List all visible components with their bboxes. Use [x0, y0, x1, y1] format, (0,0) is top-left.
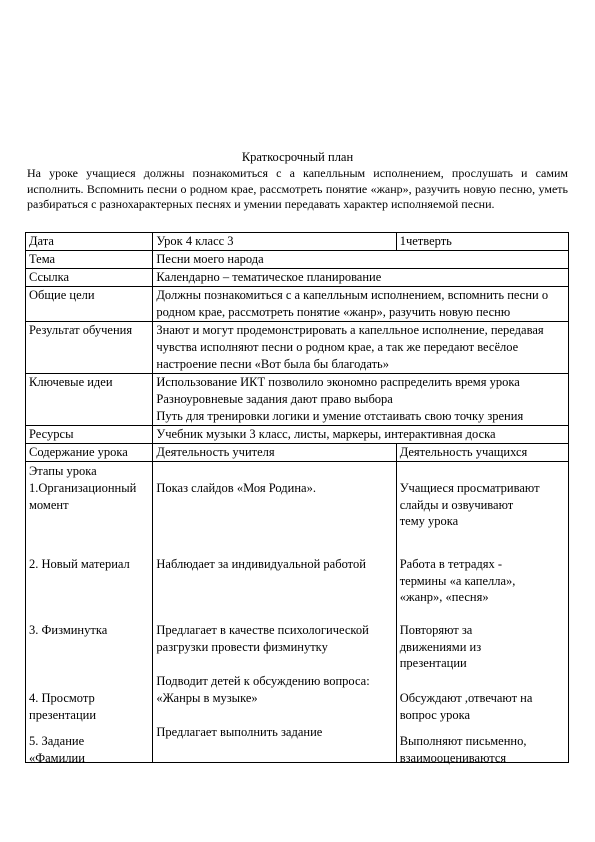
teacher-activity: Предлагает выполнить задание — [156, 725, 323, 739]
table-row-link — [26, 269, 569, 287]
teacher-header: Деятельность учителя — [153, 444, 396, 462]
intro-paragraph: На уроке учащиеся должны познакомиться с а капелльным исполнением, прослушать и самим исполнить. Вспомнить песни о родном крае, рассмотреть понятие «жанр», разучить новую песню, уметь разбираться с разнохарактерных песнях и умении передавать характер исполняемой песни. — [27, 166, 568, 211]
student-header: Деятельность учащихся — [396, 444, 568, 462]
student-activity: Работа в тетрадях - термины «а капелла», «жанр», «песня» — [399, 557, 516, 604]
table-row-stages — [26, 462, 569, 763]
table-row-ideas — [26, 374, 569, 426]
teacher-activity: Предлагает в качестве психологической разгрузки провести физминутку — [156, 623, 369, 654]
student-activity: Выполняют письменно, взаимооцениваются — [399, 734, 527, 765]
resources-value: Учебник музыки 3 класс, листы, маркеры, интерактивная доска — [153, 426, 569, 444]
table-row-result — [26, 322, 569, 374]
goals-label: Общие цели — [26, 287, 153, 322]
quarter-value: 1четверть — [396, 233, 568, 251]
date-label: Дата — [26, 233, 153, 251]
stage-name: 3. Физминутка — [29, 623, 108, 637]
content-label: Содержание урока — [26, 444, 153, 462]
stage-name: 2. Новый материал — [29, 557, 130, 571]
idea-item: Разноуровневые задания дают право выбора — [156, 392, 393, 406]
idea-item: Путь для тренировки логики и умение отстаивать свою точку зрения — [156, 409, 524, 423]
lesson-value: Урок 4 класс 3 — [153, 233, 396, 251]
goals-value: Должны познакомиться с а капелльным исполнением, вспомнить песни о родном крае, рассмотреть понятие «жанр», разучить новую песню — [153, 287, 569, 322]
stage-name: 1.Организационный момент — [29, 481, 137, 512]
result-label: Результат обучения — [26, 322, 153, 374]
topic-value: Песни моего народа — [153, 251, 569, 269]
student-activity: Учащиеся просматривают слайды и озвучивают тему урока — [399, 481, 540, 528]
teacher-activity: Наблюдает за индивидуальной работой — [156, 557, 366, 571]
resources-label: Ресурсы — [26, 426, 153, 444]
table-row-resources — [26, 426, 569, 444]
table-row-date — [26, 233, 569, 251]
student-activity: Обсуждают ,отвечают на вопрос урока — [399, 691, 533, 722]
table-row-topic — [26, 251, 569, 269]
idea-item: Использование ИКТ позволило экономно распределить время урока — [156, 375, 520, 389]
link-label: Ссылка — [26, 269, 153, 287]
table-row-goals — [26, 287, 569, 322]
student-activity: Повторяют за движениями из презентации — [399, 623, 482, 670]
teacher-activity: Показ слайдов «Моя Родина». — [156, 481, 316, 495]
result-value: Знают и могут продемонстрировать а капелльное исполнение, передавая чувства исполняют песни о родном крае, а так же передают весёлое настроение песни «Вот была бы благодать» — [153, 322, 569, 374]
stages-column — [26, 462, 153, 763]
teacher-activity: Подводит детей к обсуждению вопроса: «Жанры в музыке» — [156, 674, 370, 705]
stage-name: 5. Задание «Фамилии — [29, 734, 85, 765]
lesson-plan-table — [25, 232, 569, 763]
stage-name: 4. Просмотр презентации — [29, 691, 97, 722]
student-column — [396, 462, 568, 763]
topic-label: Тема — [26, 251, 153, 269]
plan-title: Краткосрочный план — [241, 150, 354, 164]
ideas-label: Ключевые идеи — [26, 374, 153, 426]
link-value: Календарно – тематическое планирование — [153, 269, 569, 287]
ideas-value — [153, 374, 569, 426]
teacher-column — [153, 462, 396, 763]
stages-label: Этапы урока — [29, 464, 97, 478]
table-row-content-header — [26, 444, 569, 462]
